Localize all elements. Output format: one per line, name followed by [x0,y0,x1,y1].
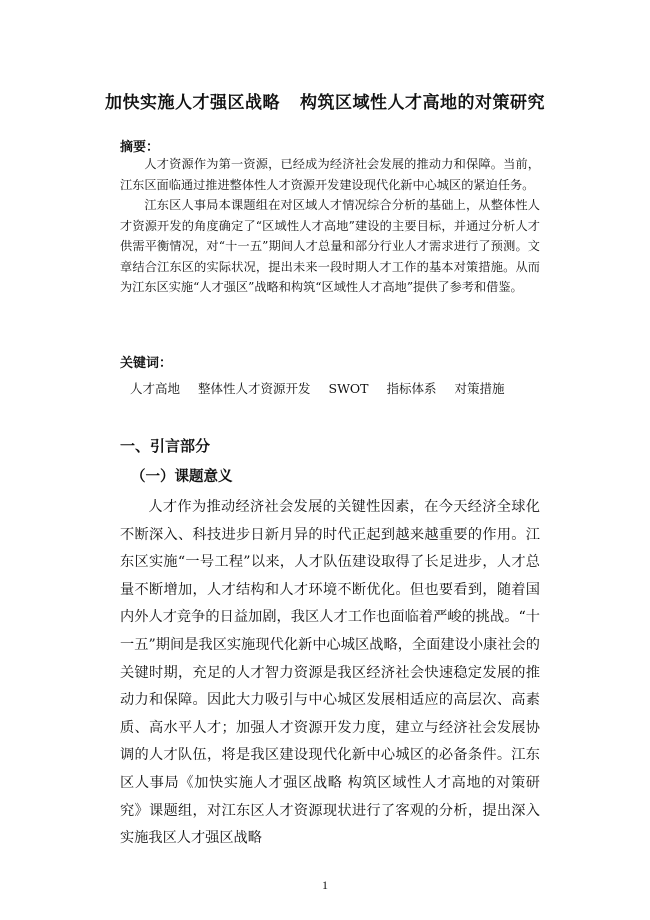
title-part-1: 加快实施人才强区战略 [105,93,280,113]
page-number: 1 [322,878,328,892]
document-title [0,88,650,113]
keywords-list [130,379,519,397]
body-text [120,494,540,853]
keywords-label: 关键词： [120,356,173,371]
abstract-body [120,154,540,298]
abstract-label: 摘要： [120,140,160,155]
body-paragraph: 人才作为推动经济社会发展的关键性因素，在今天经济全球化不断深入、科技进步日新月异的时代正起到越来越重要的作用。江东区实施“一号工程”以来，人才队伍建设取得了长足进步，人才总量不断增加，人才结构和人才环境不断优化。但也要看到，随着国内外人才竞争的日益加剧，我区人才工作也面临着严峻的挑战。“十一五”期间是我区实施现代化新中心城区战略，全面建设小康社会的关键时期，充足的人才智力资源是我区经济社会快速稳定发展的推动力和保障。因此大力吸引与中心城区发展相适应的高层次、高素质、高水平人才；加强人才资源开发力度，建立与经济社会发展协调的人才队伍，将是我区建设现代化新中心城区的必备条件。江东区人事局《加快实施人才强区战略 构筑区域性人才高地的对策研究》课题组，对江东区人才资源现状进行了客观的分析，提出深入实施我区人才强区战略 [120,499,540,847]
keyword: 指标体系 [386,381,437,396]
abstract-paragraph: 江东区人事局本课题组在对区域人才情况综合分析的基础上，从整体性人才资源开发的角度确定了“区域性人才高地”建设的主要目标，并通过分析人才供需平衡情况，对“十一五”期间人才总量和部分行业人才需求进行了预测。文章结合江东区的实际状况，提出未来一段时期人才工作的基本对策措施。从而为江东区实施“人才强区”战略和构筑“区域性人才高地”提供了参考和借鉴。 [120,198,540,294]
section-heading: 一、引言部分 [120,437,211,455]
abstract-paragraph: 人才资源作为第一资源，已经成为经济社会发展的推动力和保障。当前，江东区面临通过推进整体性人才资源开发建设现代化新中心城区的紧迫任务。 [120,157,540,192]
title-part-2: 构筑区域性人才高地的对策研究 [300,93,545,113]
keyword: 整体性人才资源开发 [198,381,311,396]
keyword: 对策措施 [454,381,505,396]
keyword: 人才高地 [130,381,181,396]
keyword: SWOT [328,381,369,396]
subsection-heading: （一）课题意义 [131,469,233,485]
